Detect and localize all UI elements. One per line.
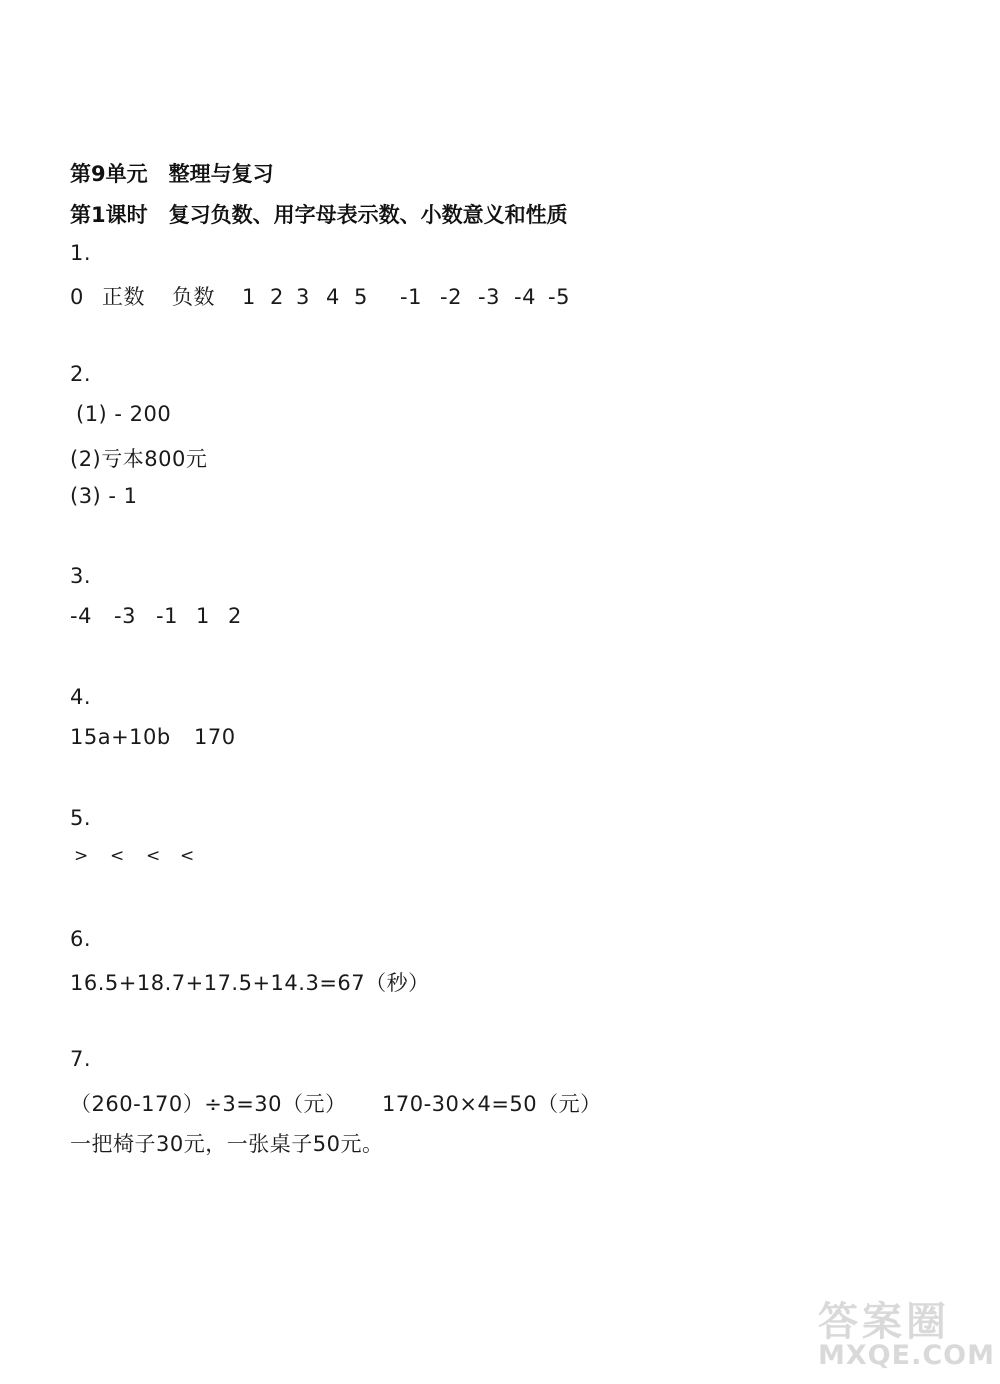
q5-symbol: < (110, 846, 125, 866)
q3-item: -4 (70, 604, 92, 628)
watermark-cn: 答案圈 (818, 1299, 950, 1345)
q1-number: 1. (70, 241, 92, 265)
q1-negative: -2 (440, 285, 462, 309)
q1-answer (70, 281, 570, 311)
q2-part-3: (3) - 1 (70, 484, 138, 508)
q1-negative: -3 (478, 285, 500, 309)
q4-value: 170 (194, 725, 236, 749)
q3-answer (70, 604, 242, 628)
q1-negative: -5 (548, 285, 570, 309)
q7-calc-chair: （260-170）÷3=30（元） (70, 1092, 347, 1116)
q2-number: 2. (70, 362, 92, 386)
q1-negative: -4 (514, 285, 536, 309)
q6-answer: 16.5+18.7+17.5+14.3=67（秒） (70, 971, 430, 995)
q3-item: -1 (156, 604, 178, 628)
q4-number: 4. (70, 685, 92, 709)
q6-number: 6. (70, 927, 92, 951)
q1-negative: -1 (400, 285, 422, 309)
q3-item: -3 (114, 604, 136, 628)
q3-number: 3. (70, 564, 92, 588)
lesson-title: 第1课时 复习负数、用字母表示数、小数意义和性质 (70, 203, 568, 227)
q1-negative-label: 负数 (172, 285, 215, 309)
q3-item: 2 (228, 604, 242, 628)
q1-positive: 2 (270, 285, 284, 309)
q7-number: 7. (70, 1047, 92, 1071)
q7-calculations (70, 1088, 602, 1118)
q1-zero: 0 (70, 285, 84, 309)
q1-positive: 1 (242, 285, 256, 309)
watermark-logo (818, 1290, 998, 1382)
q2-part-1: (1) - 200 (76, 402, 172, 426)
q5-symbol: < (146, 846, 161, 866)
q1-positive: 4 (326, 285, 340, 309)
q5-answer (74, 846, 195, 866)
watermark-en: MXQE.COM (818, 1340, 995, 1371)
q5-symbol: > (74, 846, 89, 866)
q1-positive-label: 正数 (102, 285, 145, 309)
q5-number: 5. (70, 806, 92, 830)
q2-part-2: (2)亏本800元 (70, 447, 208, 471)
q7-calc-table: 170-30×4=50（元） (382, 1092, 602, 1116)
q3-item: 1 (196, 604, 210, 628)
q4-expression: 15a+10b (70, 725, 171, 749)
q5-symbol: < (180, 846, 195, 866)
q7-conclusion: 一把椅子30元，一张桌子50元。 (70, 1132, 384, 1156)
unit-title: 第9单元 整理与复习 (70, 162, 274, 186)
q1-positive: 5 (354, 285, 368, 309)
q4-answer (70, 725, 236, 749)
q1-positive: 3 (296, 285, 310, 309)
